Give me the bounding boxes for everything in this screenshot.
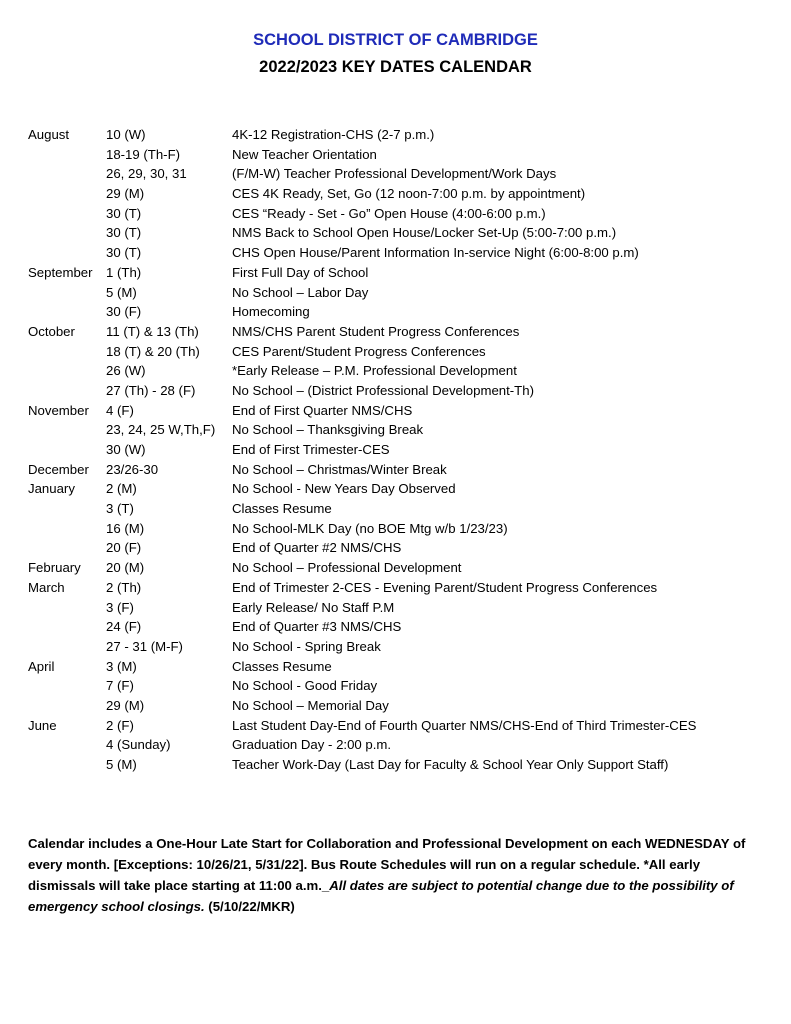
date-cell: 1 (Th) (106, 264, 142, 280)
calendar-row (28, 617, 768, 637)
calendar-row (28, 578, 768, 598)
calendar-row (28, 223, 768, 243)
date-cell: 20 (M) (106, 560, 145, 576)
date-cell: 30 (F) (106, 304, 142, 320)
date-cell: 3 (T) (106, 501, 134, 517)
month-cell: April (28, 658, 55, 674)
month-cell: January (28, 481, 75, 497)
event-cell: End of Quarter #3 NMS/CHS (232, 619, 402, 635)
event-cell: (F/M-W) Teacher Professional Development/Work Days (232, 166, 557, 182)
date-cell: 3 (M) (106, 658, 137, 674)
event-cell: CHS Open House/Parent Information In-service Night (6:00-8:00 p.m) (232, 245, 639, 261)
date-cell: 11 (T) & 13 (Th) (106, 323, 199, 339)
date-cell: 18 (T) & 20 (Th) (106, 343, 200, 359)
date-cell: 2 (Th) (106, 579, 142, 595)
event-cell: No School – Professional Development (232, 560, 462, 576)
calendar-row (28, 263, 768, 283)
calendar-row (28, 598, 768, 618)
calendar-row (28, 558, 768, 578)
date-cell: 29 (M) (106, 186, 145, 202)
calendar-row (28, 637, 768, 657)
event-cell: NMS Back to School Open House/Locker Set-Up (5:00-7:00 p.m.) (232, 225, 617, 241)
calendar-row (28, 145, 768, 165)
date-cell: 3 (F) (106, 599, 134, 615)
event-cell: No School - Good Friday (232, 678, 378, 694)
footer-disclaimer: All dates are subject to potential change due to the possibility of emergency school closings. (28, 878, 734, 914)
calendar-row (28, 204, 768, 224)
footer-note (28, 833, 766, 917)
event-cell: End of Quarter #2 NMS/CHS (232, 540, 402, 556)
event-cell: 4K-12 Registration-CHS (2-7 p.m.) (232, 127, 435, 142)
date-cell: 7 (F) (106, 678, 134, 694)
calendar-row (28, 657, 768, 677)
key-dates-table (28, 125, 768, 775)
calendar-row (28, 696, 768, 716)
date-cell: 30 (T) (106, 205, 142, 221)
month-cell: June (28, 717, 57, 733)
month-cell: March (28, 579, 65, 595)
date-cell: 18-19 (Th-F) (106, 146, 181, 162)
calendar-row (28, 499, 768, 519)
event-cell: No School - Spring Break (232, 638, 381, 654)
calendar-row (28, 381, 768, 401)
calendar-row (28, 361, 768, 381)
event-cell: Graduation Day - 2:00 p.m. (232, 737, 392, 753)
date-cell: 16 (M) (106, 520, 145, 536)
footer-revision: (5/10/22/MKR) (204, 899, 295, 914)
event-cell: No School – (District Professional Development-Th) (232, 382, 534, 398)
calendar-row (28, 755, 768, 775)
date-cell: 27 (Th) - 28 (F) (106, 382, 196, 398)
event-cell: No School-MLK Day (no BOE Mtg w/b 1/23/23) (232, 520, 508, 536)
calendar-row (28, 302, 768, 322)
event-cell: No School – Memorial Day (232, 697, 389, 713)
event-cell: New Teacher Orientation (232, 146, 377, 162)
date-cell: 24 (F) (106, 619, 142, 635)
calendar-row (28, 401, 768, 421)
calendar-row (28, 735, 768, 755)
calendar-row (28, 676, 768, 696)
month-cell: February (28, 560, 81, 576)
event-cell: Last Student Day-End of Fourth Quarter NMS/CHS-End of Third Trimester-CES (232, 717, 697, 733)
date-cell: 23/26-30 (106, 461, 159, 477)
month-cell: September (28, 264, 93, 280)
district-name: SCHOOL DISTRICT OF CAMBRIDGE (253, 31, 538, 49)
calendar-row (28, 184, 768, 204)
calendar-row (28, 479, 768, 499)
event-cell: CES Parent/Student Progress Conferences (232, 343, 486, 359)
calendar-row (28, 322, 768, 342)
event-cell: No School - New Years Day Observed (232, 481, 456, 497)
date-cell: 26 (W) (106, 363, 146, 379)
date-cell: 30 (T) (106, 245, 142, 261)
date-cell: 2 (F) (106, 717, 134, 733)
event-cell: End of Trimester 2-CES - Evening Parent/Student Progress Conferences (232, 579, 658, 595)
event-cell: End of First Quarter NMS/CHS (232, 402, 413, 418)
month-cell: December (28, 461, 89, 477)
event-cell: CES 4K Ready, Set, Go (12 noon-7:00 p.m. by appointment) (232, 186, 586, 202)
date-cell: 10 (W) (106, 127, 146, 142)
calendar-row (28, 460, 768, 480)
date-cell: 4 (F) (106, 402, 134, 418)
event-cell: End of First Trimester-CES (232, 442, 390, 457)
month-cell: August (28, 127, 70, 142)
event-cell: First Full Day of School (232, 264, 369, 280)
calendar-row (28, 716, 768, 736)
calendar-title: 2022/2023 KEY DATES CALENDAR (259, 58, 532, 76)
event-cell: Early Release/ No Staff P.M (232, 599, 395, 615)
event-cell: Classes Resume (232, 501, 332, 517)
calendar-row (28, 243, 768, 263)
month-cell: October (28, 323, 75, 339)
calendar-row (28, 125, 768, 145)
date-cell: 5 (M) (106, 757, 137, 772)
event-cell: NMS/CHS Parent Student Progress Conferences (232, 323, 520, 339)
event-cell: Classes Resume (232, 658, 332, 674)
date-cell: 23, 24, 25 W,Th,F) (106, 422, 216, 438)
event-cell: Homecoming (232, 304, 310, 320)
date-cell: 26, 29, 30, 31 (106, 166, 187, 182)
event-cell: No School – Christmas/Winter Break (232, 461, 447, 477)
calendar-row (28, 420, 768, 440)
event-cell: No School – Thanksgiving Break (232, 422, 424, 438)
date-cell: 5 (M) (106, 284, 137, 300)
date-cell: 30 (T) (106, 225, 142, 241)
event-cell: Teacher Work-Day (Last Day for Faculty & School Year Only Support Staff) (232, 757, 669, 772)
month-cell: November (28, 402, 89, 418)
date-cell: 29 (M) (106, 697, 145, 713)
calendar-row (28, 342, 768, 362)
date-cell: 2 (M) (106, 481, 137, 497)
event-cell: No School – Labor Day (232, 284, 369, 300)
event-cell: CES “Ready - Set - Go” Open House (4:00-6:00 p.m.) (232, 205, 546, 221)
date-cell: 20 (F) (106, 540, 142, 556)
calendar-row (28, 164, 768, 184)
footer-text: Calendar includes a One-Hour Late Start for Collaboration and Professional Development on each WEDNESDAY of every month. [Exceptions: 10/26/21, 5/31/22]. Bus Route Schedules will run on a regular schedule. *All early dismissals will take place starting at 11:00 a.m._ (28, 836, 746, 893)
calendar-row (28, 538, 768, 558)
date-cell: 27 - 31 (M-F) (106, 638, 183, 654)
event-cell: *Early Release – P.M. Professional Development (232, 363, 517, 379)
calendar-row (28, 519, 768, 539)
date-cell: 4 (Sunday) (106, 737, 171, 753)
date-cell: 30 (W) (106, 442, 146, 457)
calendar-row (28, 440, 768, 460)
calendar-row (28, 283, 768, 303)
